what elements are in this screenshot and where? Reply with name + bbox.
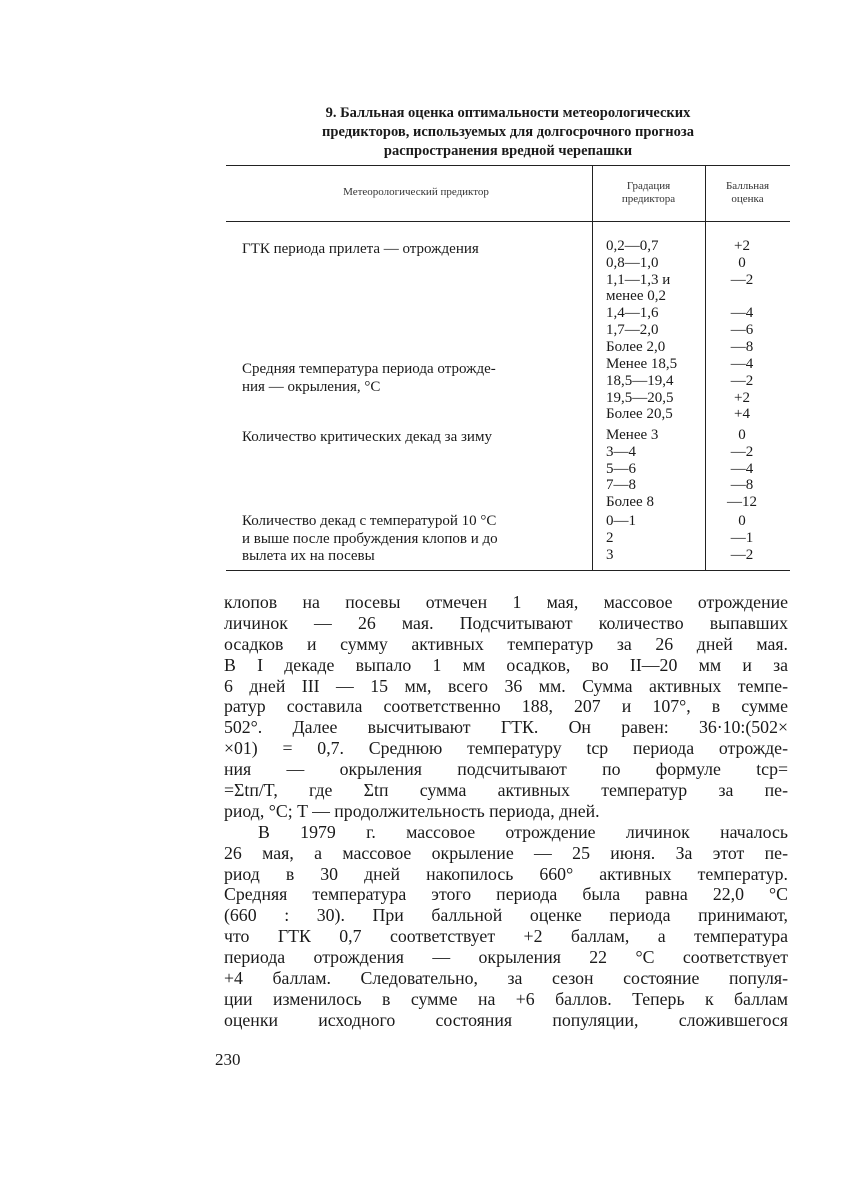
gradation: 1,1—1,3 и xyxy=(606,271,671,288)
predictor-line: и выше после пробуждения клопов и до xyxy=(242,530,498,547)
predictor-line: ГТК периода прилета — отрождения xyxy=(242,241,479,257)
gradation: Более 20,5 xyxy=(606,406,673,423)
gradation: Более 8 xyxy=(606,494,654,511)
score: —2 xyxy=(730,546,754,563)
body-line: личинок — 26 мая. Подсчитывают количество выпавших xyxy=(224,612,788,633)
score xyxy=(712,288,772,305)
caption-line: предикторов, используемых для долгосрочного прогноза xyxy=(322,124,694,140)
gradation-list xyxy=(606,238,670,356)
body-line: ратур составила соответственно 188, 207 и 107°, в сумме xyxy=(224,696,788,717)
score: —4 xyxy=(730,460,754,477)
score: 0 xyxy=(738,427,746,443)
header-score-line: Балльная xyxy=(725,180,770,192)
body-line: риод, °С; T — продолжительность периода, дней. xyxy=(224,800,600,821)
predictor-table xyxy=(226,165,790,571)
score: +2 xyxy=(734,389,750,406)
gradation: 0,8—1,0 xyxy=(606,254,659,271)
gradation: 18,5—19,4 xyxy=(606,372,674,389)
predictor-name xyxy=(242,241,574,259)
body-line: В I декаде выпало 1 мм осадков, во II—20 мм и за xyxy=(224,654,788,675)
score-list xyxy=(712,238,772,356)
gradation: 1,4—1,6 xyxy=(606,305,659,322)
body-line: ции изменилось в сумме на +6 баллов. Теперь к баллам xyxy=(224,988,788,1009)
predictor-name xyxy=(242,429,574,447)
body-line: 502°. Далее высчитывают ГТК. Он равен: 36·10:(502× xyxy=(224,717,788,738)
score: —8 xyxy=(730,477,754,494)
gradation: 5—6 xyxy=(606,460,636,477)
score: —8 xyxy=(730,338,754,355)
predictor-line: вылета их на посевы xyxy=(242,548,375,564)
body-line: клопов на посевы отмечен 1 мая, массовое отрождение xyxy=(224,592,788,612)
score-list xyxy=(712,513,772,563)
gradation: менее 0,2 xyxy=(606,288,666,305)
score: —1 xyxy=(730,529,754,546)
gradation: 19,5—20,5 xyxy=(606,389,674,406)
score: —2 xyxy=(730,443,754,460)
score: +4 xyxy=(734,406,750,423)
gradation: Менее 3 xyxy=(606,427,659,443)
predictor-line: Количество критических декад за зиму xyxy=(242,429,492,445)
gradation-list xyxy=(606,427,658,511)
score-list xyxy=(712,356,772,423)
body-line: ния — окрыления подсчитывают по формуле tср= xyxy=(224,759,788,780)
body-line: В 1979 г. массовое отрождение личинок началось xyxy=(258,821,788,842)
score: —2 xyxy=(730,271,754,288)
header-score xyxy=(705,180,790,206)
table-column-divider xyxy=(592,165,593,571)
body-line: ×01) = 0,7. Среднюю температуру tср периода отрожде- xyxy=(224,738,788,759)
body-line: =Σtп/T, где Σtп сумма активных температур за пе- xyxy=(224,780,788,801)
gradation: 3—4 xyxy=(606,443,636,460)
page-number: 230 xyxy=(215,1050,241,1069)
header-gradation xyxy=(592,180,705,206)
header-gradation-line: предиктора xyxy=(621,193,676,205)
score: —4 xyxy=(730,305,754,322)
gradation: 0—1 xyxy=(606,513,636,529)
gradation-list xyxy=(606,513,636,563)
body-line: что ГТК 0,7 соответствует +2 баллам, а температура xyxy=(224,926,788,947)
score: +2 xyxy=(734,238,750,254)
predictor-name xyxy=(242,361,574,396)
predictor-name xyxy=(242,513,574,566)
body-line: (660 : 30). При балльной оценке периода принимают, xyxy=(224,905,788,926)
gradation: 2 xyxy=(606,529,614,546)
gradation: 0,2—0,7 xyxy=(606,238,659,254)
body-line: +4 баллам. Следовательно, за сезон состояние популя- xyxy=(224,968,788,989)
header-score-line: оценка xyxy=(731,193,764,205)
body-line: периода отрождения — окрыления 22 °С соответствует xyxy=(224,947,788,968)
score: 0 xyxy=(738,254,746,271)
header-gradation-line: Градация xyxy=(626,180,671,192)
score: —2 xyxy=(730,372,754,389)
gradation: Менее 18,5 xyxy=(606,356,678,372)
gradation: 3 xyxy=(606,546,614,563)
gradation: 7—8 xyxy=(606,477,636,494)
predictor-line: ния — окрыления, °С xyxy=(242,378,381,395)
body-text xyxy=(224,592,788,1031)
score: —4 xyxy=(730,356,754,372)
header-predictor: Метеорологический предиктор xyxy=(343,186,489,198)
caption-line: распространения вредной черепашки xyxy=(383,143,633,159)
score-list xyxy=(712,427,772,511)
table-column-divider xyxy=(705,165,706,571)
score: —6 xyxy=(730,321,754,338)
gradation: 1,7—2,0 xyxy=(606,321,659,338)
body-line: оценки исходного состояния популяции, сложившегося xyxy=(224,1009,788,1030)
caption-line: 9. Балльная оценка оптимальности метеорологических xyxy=(325,105,691,121)
predictor-line: Средняя температура периода отрожде- xyxy=(242,361,496,377)
body-line: Средняя температура этого периода была равна 22,0 °С xyxy=(224,884,788,905)
table-caption xyxy=(226,104,790,161)
predictor-line: Количество декад с температурой 10 °С xyxy=(242,513,497,529)
body-line: 26 мая, а массовое окрыление — 25 июня. За этот пе- xyxy=(224,842,788,863)
body-line: риод в 30 дней накопилось 660° активных температур. xyxy=(224,863,788,884)
score: 0 xyxy=(738,513,746,529)
gradation: Более 2,0 xyxy=(606,338,666,355)
body-line: 6 дней III — 15 мм, всего 36 мм. Сумма активных темпе- xyxy=(224,675,788,696)
score: —12 xyxy=(727,494,757,511)
gradation-list xyxy=(606,356,677,423)
body-line: осадков и сумму активных температур за 26 дней мая. xyxy=(224,633,788,654)
